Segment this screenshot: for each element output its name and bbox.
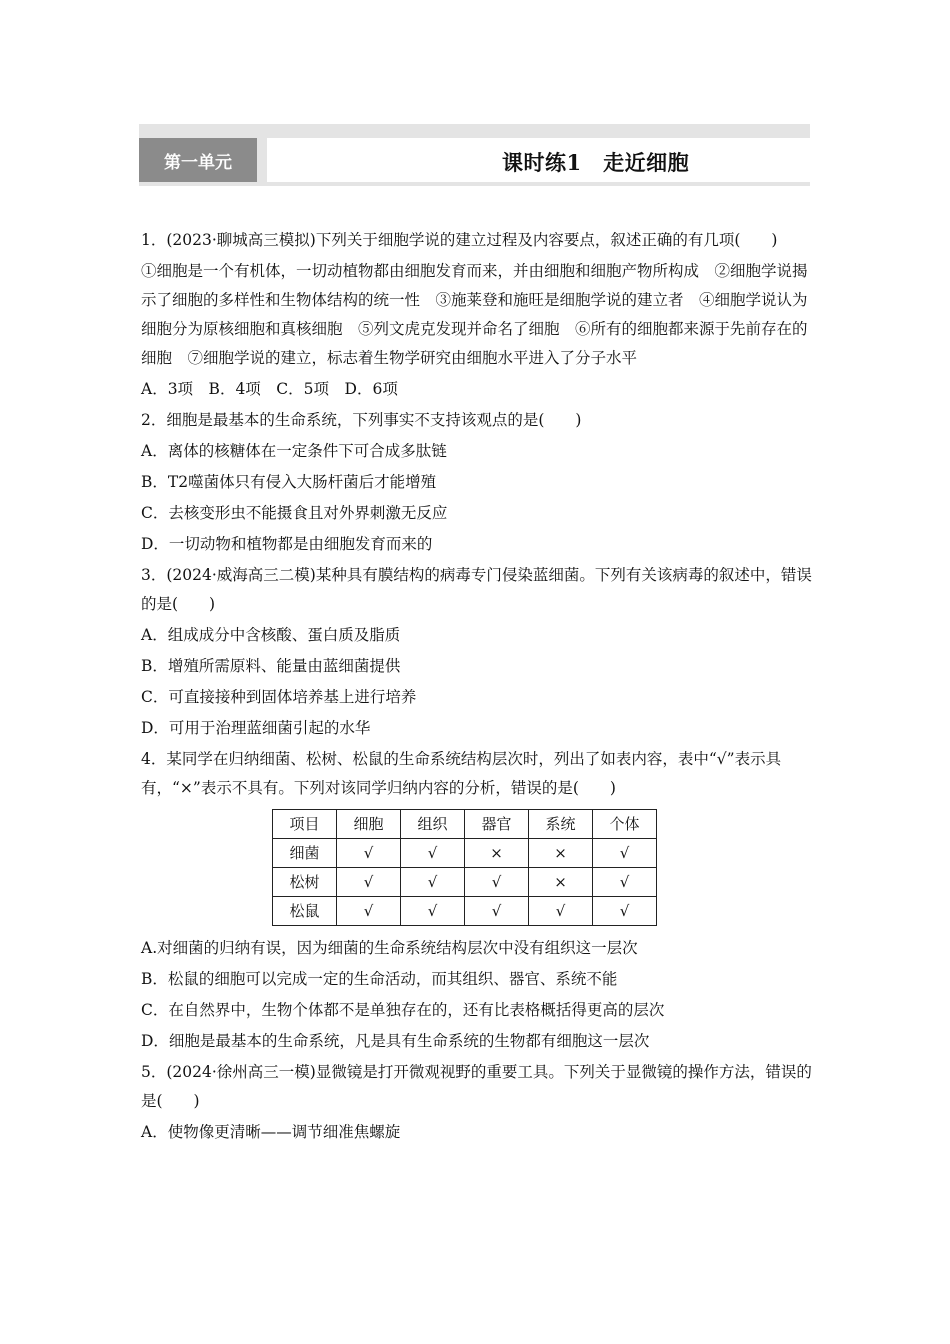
table-cell: √ xyxy=(593,868,657,897)
table-header-cell: 个体 xyxy=(593,810,657,839)
table-header-cell: 项目 xyxy=(273,810,337,839)
table-cell: √ xyxy=(337,868,401,897)
table-cell: √ xyxy=(593,839,657,868)
header-banner xyxy=(139,124,810,186)
question-3-stem: 3．(2024·威海高三二模)某种具有膜结构的病毒专门侵染蓝细菌。下列有关该病毒的叙述中，错误的是( ) xyxy=(141,566,812,613)
question-4-option-b: B．松鼠的细胞可以完成一定的生命活动，而其组织、器官、系统不能 xyxy=(141,970,618,988)
question-3-option-c: C．可直接接种到固体培养基上进行培养 xyxy=(141,688,417,706)
table-cell: × xyxy=(529,839,593,868)
table-cell: √ xyxy=(401,897,465,926)
question-1-body: ①细胞是一个有机体，一切动植物都由细胞发育而来，并由细胞和细胞产物所构成 ②细胞学说揭示了细胞的多样性和生物体结构的统一性 ③施莱登和施旺是细胞学说的建立者 ④细胞学说认为细胞分为原核细胞和真核细胞 ⑤列文虎克发现并命名了细胞 ⑥所有的细胞都来源于先前存在的细胞 ⑦细胞学说的建立，标志着生物学研究由细胞水平进入了分子水平 xyxy=(141,262,808,367)
question-4-option-c: C．在自然界中，生物个体都不是单独存在的，还有比表格概括得更高的层次 xyxy=(141,1001,665,1019)
table-wrapper xyxy=(141,809,816,926)
table-row xyxy=(273,897,657,926)
question-4-stem: 4．某同学在归纳细菌、松树、松鼠的生命系统结构层次时，列出了如表内容，表中“√”表示具有，“×”表示不具有。下列对该同学归纳内容的分析，错误的是( ) xyxy=(141,750,782,797)
question-1-options: A．3项 B．4项 C．5项 D．6项 xyxy=(141,380,398,398)
table-cell: √ xyxy=(593,897,657,926)
table-cell: √ xyxy=(337,839,401,868)
question-2-option-b: B．T2噬菌体只有侵入大肠杆菌后才能增殖 xyxy=(141,473,437,491)
table-header-cell: 器官 xyxy=(465,810,529,839)
question-5-stem: 5．(2024·徐州高三一模)显微镜是打开微观视野的重要工具。下列关于显微镜的操作方法，错误的是( ) xyxy=(141,1063,812,1110)
table-cell: √ xyxy=(529,897,593,926)
question-list xyxy=(141,226,816,1149)
life-system-table xyxy=(272,809,657,926)
table-cell: × xyxy=(465,839,529,868)
table-cell: √ xyxy=(337,897,401,926)
table-row xyxy=(273,868,657,897)
question-1-stem: 1．(2023·聊城高三模拟)下列关于细胞学说的建立过程及内容要点，叙述正确的有几项( ) xyxy=(141,231,778,249)
table-header-cell: 细胞 xyxy=(337,810,401,839)
title-box xyxy=(267,138,810,182)
question-3-option-d: D．可用于治理蓝细菌引起的水华 xyxy=(141,719,371,737)
table-cell: √ xyxy=(401,839,465,868)
table-cell: 细菌 xyxy=(273,839,337,868)
question-4-option-a: A.对细菌的归纳有误，因为细菌的生命系统结构层次中没有组织这一层次 xyxy=(141,939,638,957)
table-cell: × xyxy=(529,868,593,897)
question-4-option-d: D．细胞是最基本的生命系统，凡是具有生命系统的生物都有细胞这一层次 xyxy=(141,1032,650,1050)
table-header-row xyxy=(273,810,657,839)
table-cell: 松鼠 xyxy=(273,897,337,926)
table-cell: 松树 xyxy=(273,868,337,897)
table-cell: √ xyxy=(465,897,529,926)
question-5-option-a: A．使物像更清晰——调节细准焦螺旋 xyxy=(141,1123,401,1141)
question-2-stem: 2．细胞是最基本的生命系统，下列事实不支持该观点的是( ) xyxy=(141,411,582,429)
page-title: 课时练1 走近细胞 xyxy=(502,150,690,175)
table-cell: √ xyxy=(401,868,465,897)
table-header-cell: 组织 xyxy=(401,810,465,839)
question-2-option-c: C．去核变形虫不能摄食且对外界刺激无反应 xyxy=(141,504,448,522)
table-header-cell: 系统 xyxy=(529,810,593,839)
unit-label: 第一单元 xyxy=(139,138,257,182)
question-3-option-a: A．组成成分中含核酸、蛋白质及脂质 xyxy=(141,626,401,644)
question-3-option-b: B．增殖所需原料、能量由蓝细菌提供 xyxy=(141,657,401,675)
question-2-option-a: A．离体的核糖体在一定条件下可合成多肽链 xyxy=(141,442,447,460)
table-cell: √ xyxy=(465,868,529,897)
table-row xyxy=(273,839,657,868)
question-2-option-d: D．一切动物和植物都是由细胞发育而来的 xyxy=(141,535,433,553)
